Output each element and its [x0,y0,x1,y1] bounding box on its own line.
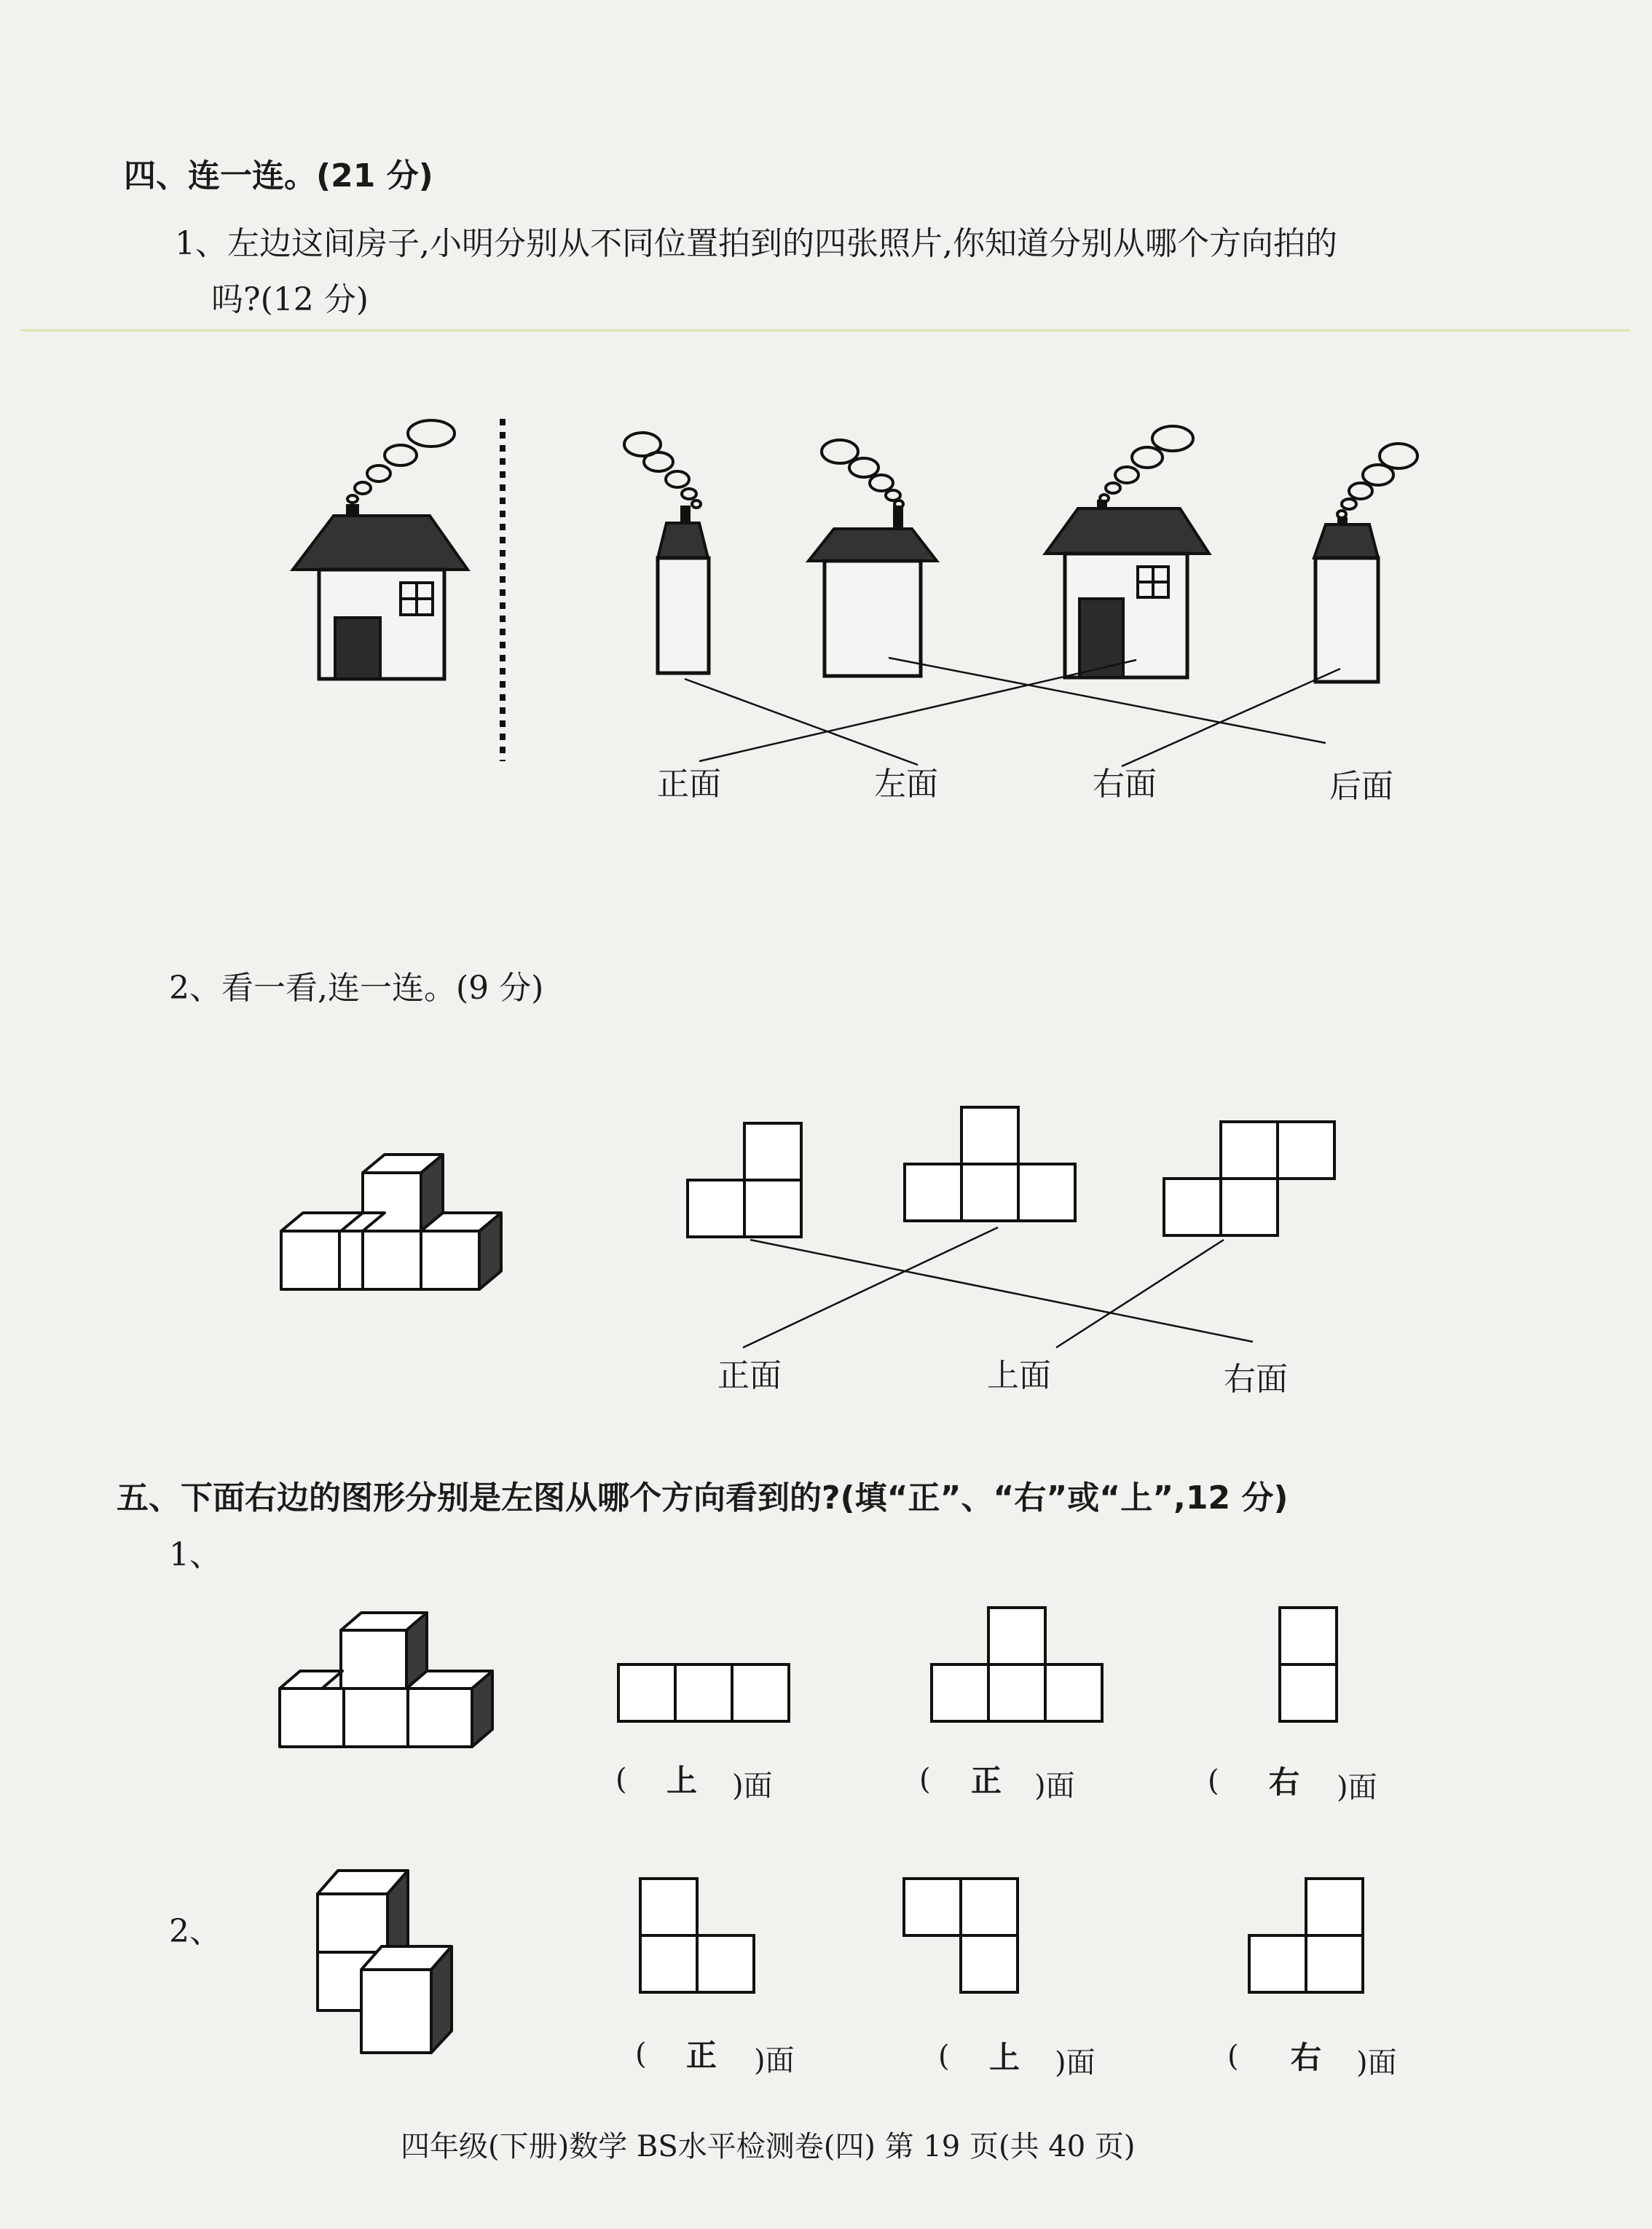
paren-open-5-2-c: ( [1227,2040,1239,2073]
answer-5-2-a: 正 [686,2037,717,2073]
paren-open-5-2-b: ( [938,2040,950,2073]
photo-side-narrow-2 [1314,444,1417,682]
question-4-1-line-2: 吗?(12 分) [211,281,369,318]
paren-close-5-2-a: )面 [754,2044,795,2077]
question-5-1-number: 1、 [169,1536,221,1573]
paren-open-5-1-b: ( [919,1763,931,1796]
answer-5-1-b: 正 [971,1763,1002,1798]
paren-open-5-1-a: ( [615,1763,627,1796]
views-5-2-drawing [637,1876,1366,2007]
label-front-4-1: 正面 [657,766,721,803]
paren-open-5-2-a: ( [635,2037,647,2071]
house-photos-drawing [597,415,1471,692]
question-4-1-line-1: 1、左边这间房子,小明分别从不同位置拍到的四张照片,你知道分别从哪个方向拍的 [175,225,1337,262]
paren-close-5-1-a: )面 [732,1769,773,1803]
cube-cluster-5-1-drawing [277,1610,510,1777]
label-back-4-1: 后面 [1329,768,1393,805]
label-top-4-2: 上面 [987,1357,1051,1394]
photo-front [1045,426,1209,677]
question-4-2: 2、看一看,连一连。(9 分) [169,970,544,1007]
views-5-1-drawing [615,1606,1351,1752]
paren-close-5-1-b: )面 [1034,1769,1075,1803]
label-right-4-1: 右面 [1093,766,1157,803]
paren-close-5-2-c: )面 [1356,2046,1397,2080]
views-4-2-drawing [685,1107,1377,1355]
dotted-divider [495,419,510,761]
answer-5-2-c: 右 [1291,2040,1322,2075]
paren-close-5-2-b: )面 [1055,2046,1096,2080]
answer-5-1-c: 右 [1269,1764,1300,1800]
photo-back [809,440,937,676]
page-rule [20,329,1630,331]
answer-5-2-b: 上 [989,2040,1020,2075]
answer-5-1-a: 上 [666,1763,698,1798]
cube-cluster-4-2-drawing [277,1151,524,1326]
label-front-4-2: 正面 [717,1357,782,1394]
question-5-2-number: 2、 [169,1913,221,1950]
label-right-4-2: 右面 [1224,1361,1288,1398]
reference-house-drawing [277,408,495,699]
page-footer: 四年级(下册)数学 BS水平检测卷(四) 第 19 页(共 40 页) [401,2130,1136,2163]
label-left-4-1: 左面 [874,766,938,803]
section-5-title: 五、下面右边的图形分别是左图从哪个方向看到的?(填“正”、“右”或“上”,12 分) [117,1479,1289,1517]
paren-close-5-1-c: )面 [1337,1771,1377,1804]
paren-open-5-1-c: ( [1208,1764,1219,1798]
cube-cluster-5-2-drawing [313,1865,503,2061]
photo-side-narrow-1 [624,433,709,673]
section-4-title: 四、连一连。(21 分) [124,157,433,194]
